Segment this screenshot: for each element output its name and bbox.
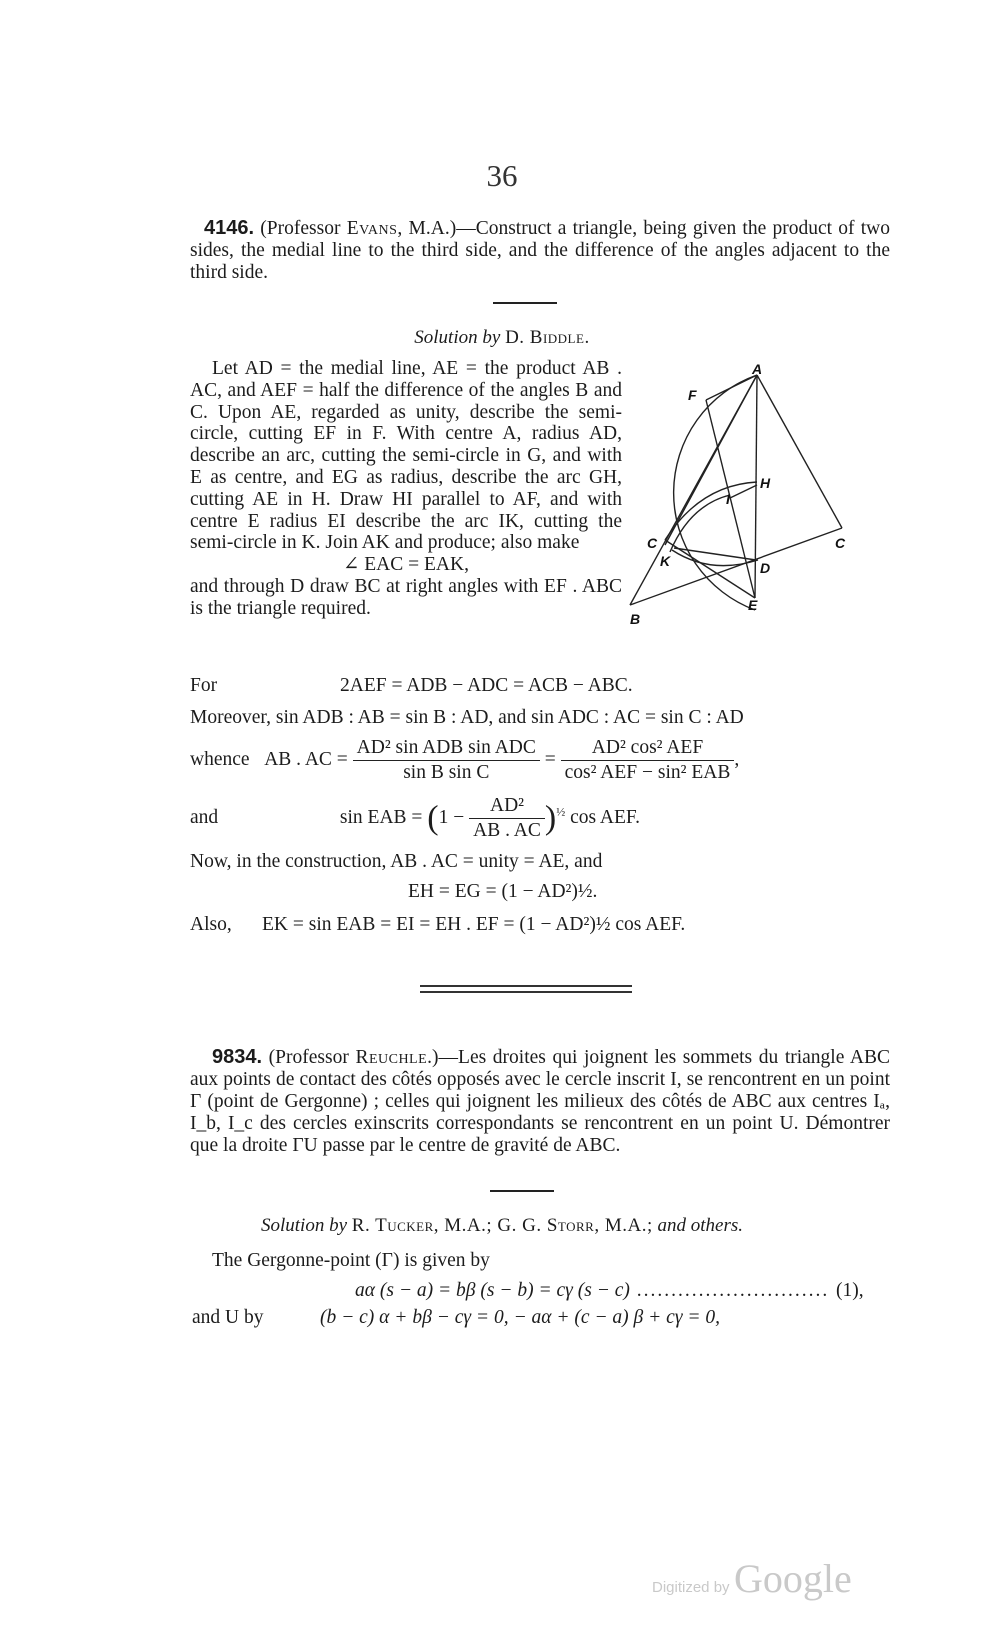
for-label: For [190,675,218,696]
solution-authors: R. Tucker, M.A.; G. G. Storr, M.A.; [351,1215,653,1236]
solution-text: Let AD = the medial line, AE = the product AB . AC, and AEF = half the difference of the angles B and C. Upon AE, regarded as unity, describe the semi-circle, cutting EF in F. With centre A, radius AD, describe an arc, cutting the semi-circle in G, and with E as centre, and EG as radius, describe the arc GH, cutting AE in H. Draw HI parallel to AF, and with centre E radius EI describe the arc IK, cutting the semi-circle in K. Join AK and produce; also make [190,358,622,554]
short-rule [493,302,557,304]
question-9834 [190,1046,890,1157]
question-4146 [190,217,890,284]
label-d: D [760,560,771,576]
short-rule-2 [490,1190,554,1192]
label-c-right: C [835,535,846,551]
solution-heading [0,327,1004,349]
label-i: I [726,491,730,507]
label-h: H [760,475,771,491]
proposer-post: , M.A.) [397,218,457,239]
question-number-2: 9834. [212,1046,263,1068]
solution-label-2: Solution by [260,1215,348,1236]
fraction-3-den: AB . AC [473,820,541,841]
and-tail: cos AEF. [570,806,641,828]
angle-equation: ∠ EAC = EAK, [343,554,469,576]
fraction-2 [561,737,735,784]
exponent: ½ [556,804,566,819]
solution-text-2: and through D draw BC at right angles with EF . ABC is the triangle required. [190,575,622,619]
page-number: 36 [486,158,518,193]
whence-lhs: AB . AC = [264,748,348,770]
label-f: F [688,387,697,403]
label-b: B [630,611,641,627]
question-number: 4146. [204,217,255,239]
solution-others: and others. [657,1215,743,1236]
fraction-3-num: AD² [469,795,545,819]
proposer-pre: (Professor [260,218,347,239]
question-text: —Construct a triangle, being given the product of two sides, the medial line to the third side, and the difference of the angles adjacent to the third side. [190,218,890,283]
moreover-equation: Moreover, sin ADB : AB = sin B : AD, and sin ADC : AC = sin C : AD [190,707,744,728]
fraction-1-den: sin B sin C [403,762,490,783]
fraction-1 [353,737,540,784]
solution-author: D. Biddle. [505,327,590,348]
and-label: and [190,806,219,828]
whence-equation [190,737,739,784]
also-equation: EK = sin EAB = EI = EH . EF = (1 − AD²)½ cos AEF. [262,914,686,935]
whence-eq: = [544,748,556,770]
equation-1: aα (s − a) = bβ (s − b) = cγ (s − c) ............................ [355,1280,830,1301]
paren-close: ) [544,799,557,837]
u-label: and U by [192,1307,264,1328]
solution-heading-2 [0,1215,1004,1237]
solution-body [190,358,622,620]
and-one: 1 − [438,806,465,828]
double-rule-top [420,985,632,987]
label-e: E [748,597,758,613]
gergonne-intro: The Gergonne-point (Γ) is given by [212,1250,490,1271]
fraction-2-den: cos² AEF − sin² EAB [564,762,731,783]
label-k: K [660,553,671,569]
eh-equation: EH = EG = (1 − AD²)½. [408,881,598,902]
label-c-left: C [647,535,658,551]
digitized-by: Digitized by [652,1579,730,1596]
whence-label: whence [190,748,250,770]
for-equation: 2AEF = ADB − ADC = ACB − ABC. [340,675,633,696]
proposer-post-2: .) [427,1047,439,1068]
now-equation: Now, in the construction, AB . AC = unity = AE, and [190,851,603,872]
proposer-name-2: Reuchle [355,1047,428,1068]
digitized-watermark [652,1555,852,1602]
google-logo: Google [734,1556,852,1601]
question-text-2: —Les droites qui joignent les sommets du triangle ABC aux points de contact des côtés opposés avec le cercle inscrit I, se rencontrent en un point Γ (point de Gergonne) ; celles qui joignent les milieux des côtés de ABC aux centres Iₐ, I_b, I_c des cercles exinscrits correspondants se rencontrent en un point U. Démontrer que la droite ΓU passe par le centre de gravité de ABC. [190,1047,890,1156]
fraction-1-num: AD² sin ADB sin ADC [353,737,540,761]
equation-1-text: aα (s − a) = bβ (s − b) = cγ (s − c) [355,1280,630,1301]
equation-1-number: (1), [836,1280,864,1301]
equation-2: (b − c) α + bβ − cγ = 0, − aα + (c − a) β + cγ = 0, [320,1307,721,1328]
proposer-pre-2: (Professor [268,1047,356,1068]
solution-label: Solution by [414,327,501,348]
label-a: A [752,361,763,377]
fraction-3 [469,795,545,842]
triangle-diagram [630,361,870,630]
double-rule-bottom [420,991,632,993]
also-label: Also, [190,914,232,935]
fraction-2-num: AD² cos² AEF [561,737,735,761]
proposer-name: Evans [346,218,398,239]
and-equation [190,795,640,842]
and-lhs: sin EAB = [339,806,423,828]
paren-open: ( [427,799,439,837]
whence-end: , [734,748,740,770]
